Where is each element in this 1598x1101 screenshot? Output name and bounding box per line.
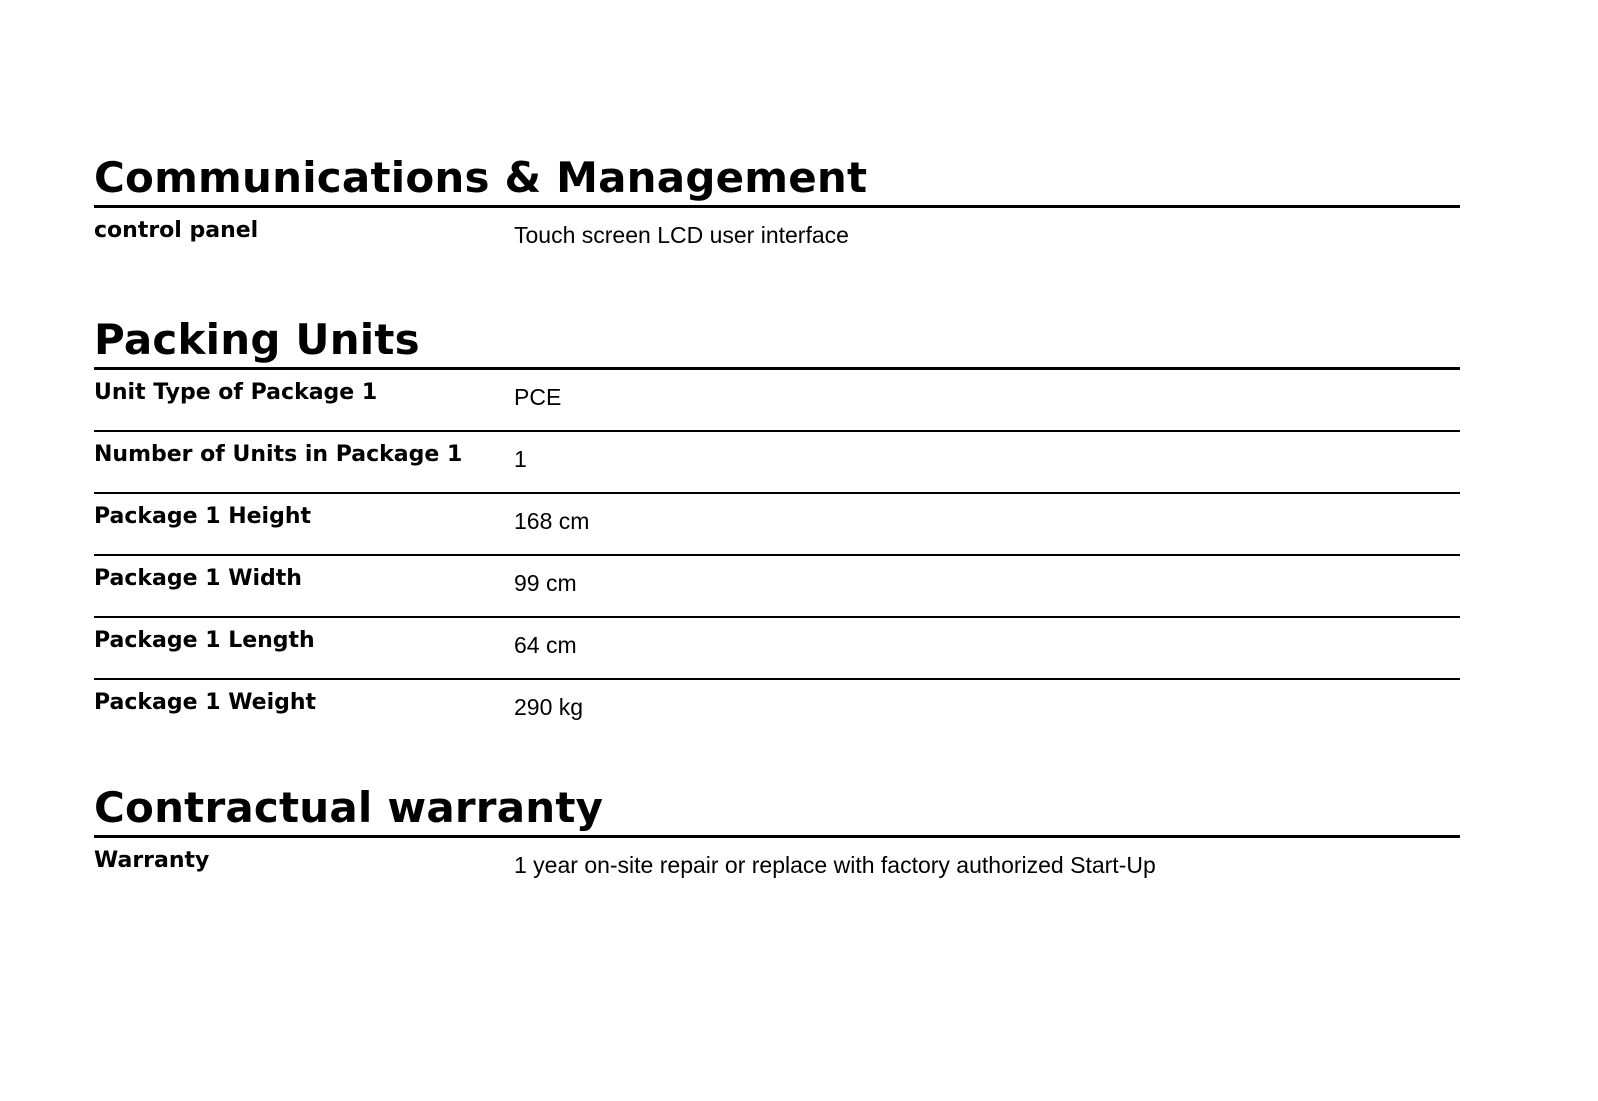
spec-row bbox=[94, 370, 1460, 432]
spec-label: Unit Type of Package 1 bbox=[94, 380, 378, 405]
section-communications-management bbox=[94, 152, 1460, 268]
spec-value: 168 cm bbox=[514, 508, 590, 534]
spec-row bbox=[94, 494, 1460, 556]
spec-label: Package 1 Length bbox=[94, 628, 315, 653]
spec-row bbox=[94, 208, 1460, 268]
spec-value: 1 bbox=[514, 446, 527, 472]
section-title: Packing Units bbox=[94, 314, 1460, 370]
spec-value: 1 year on-site repair or replace with factory authorized Start-Up bbox=[514, 852, 1156, 878]
spec-row bbox=[94, 432, 1460, 494]
spec-row bbox=[94, 838, 1460, 898]
section-packing-units bbox=[94, 314, 1460, 740]
spec-value: Touch screen LCD user interface bbox=[514, 222, 849, 248]
spec-label: Package 1 Width bbox=[94, 566, 302, 591]
spec-row bbox=[94, 680, 1460, 740]
spec-row bbox=[94, 618, 1460, 680]
spec-value: 64 cm bbox=[514, 632, 577, 658]
spec-label: Warranty bbox=[94, 848, 210, 873]
spec-value: 290 kg bbox=[514, 694, 584, 720]
spec-label: Package 1 Height bbox=[94, 504, 311, 529]
section-contractual-warranty bbox=[94, 782, 1460, 898]
spec-row bbox=[94, 556, 1460, 618]
section-title: Communications & Management bbox=[94, 152, 1460, 208]
section-title: Contractual warranty bbox=[94, 782, 1460, 838]
spec-label: Package 1 Weight bbox=[94, 690, 317, 715]
spec-value: 99 cm bbox=[514, 570, 577, 596]
spec-label: Number of Units in Package 1 bbox=[94, 442, 463, 467]
spec-value: PCE bbox=[514, 384, 562, 410]
spec-label: control panel bbox=[94, 218, 259, 243]
